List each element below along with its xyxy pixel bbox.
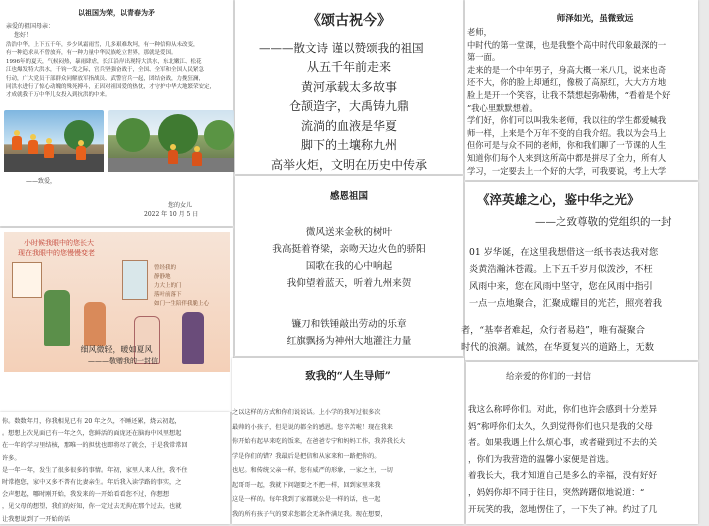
poster-line-2: 现在我眼中的您慢慢变老	[18, 249, 95, 257]
gratitude-lines	[235, 224, 463, 292]
poster-side-line: 如门一生陪伴我脆上心	[154, 301, 210, 307]
teacher-letter-page	[465, 0, 698, 180]
body-line: 师一样，上来是个万年不变的自我介绍。我以为会马上	[467, 127, 667, 138]
body-line: 开玩笑的我，忽地愣住了，一下失了神。约过了几	[468, 504, 658, 515]
signature: 您的女儿	[168, 202, 193, 209]
body-line: 风雨中来，您在风雨中坚守，您在风雨中指引	[469, 281, 653, 292]
body-line: 炎黄浩瀚沐苍霞。上下五千岁月似泼沙，不枉	[469, 264, 653, 275]
window-scene	[122, 260, 148, 300]
body-line: 才成就我千万中华儿女投入到抗洪的中来。	[6, 92, 111, 99]
body-line: 许多。	[2, 454, 21, 462]
party-letter-body	[469, 244, 709, 312]
poem-line: 我仰望着蓝天，听着九州来贺	[286, 278, 412, 289]
poem-line: 仓颉造字，大禹铸九鼎	[288, 99, 409, 113]
body-line: 我的所有孩子气的要求您都会无条件满足我。现在想要，	[232, 510, 387, 518]
body-line: 我这么称呼你们。对此，你们也许会感到十分差异	[468, 405, 658, 415]
body-line: 同洪水进行了惊心动魄的殊死搏斗，正因对祖国爱的热忱，才守护中华大地繁荣安定，	[6, 84, 216, 91]
body-line: 学是你们的错？我最后是把信和从家来和一路把你的。	[232, 452, 381, 460]
poem-line: 脚下的土壤称九州	[300, 138, 397, 152]
body-line: 时常抱您，家中又多不普有比妻亲生。年后我入读学路的事实，之	[2, 479, 182, 487]
poem-subtitle: ———散文诗 谨以赞颂我的祖国	[259, 41, 424, 55]
party-letter-body-2	[461, 322, 701, 356]
body-line: 有一种追求从不曾放弃，有一种力量中华民族屹立世界，那就是爱国。	[6, 50, 177, 57]
poster-side-line: 曾经我的	[154, 265, 177, 271]
body-line: 者，“基奉者难起，众行者易趋”，唯有凝聚合	[461, 325, 645, 336]
mentor-letter-page	[232, 358, 464, 524]
poster-side-line: 静静地	[154, 274, 171, 280]
body-line: 中时代的第一堂课，也是我整个高中时代印象最深的一	[467, 39, 667, 50]
mentor-letter-body	[232, 406, 472, 522]
body-line: 者。如果我遇上什么烦心事，或者碰到过不去的关	[468, 438, 658, 449]
body-line: ”我心里默默想着。	[467, 102, 538, 113]
parents-letter-title: 给亲爱的你们的一封信	[506, 372, 592, 382]
elder-figure	[44, 290, 70, 346]
body-line: 让我想说到了一开始的话	[2, 515, 71, 523]
party-letter-title: 《淬英雄之心，鉴中华之光》	[477, 192, 640, 207]
poem-line: 国歌在我的心中响起	[305, 261, 393, 272]
body-line: 在一年的学习里结核，那唯一的担忧也即将尽了就会，于是我常常回	[2, 442, 188, 450]
body-line: 你。数数年月，你我相见已有 20 年之久，不睡还累，烧云初起，	[2, 418, 181, 425]
letter-date: 2022 年 10 月 5 日	[144, 211, 199, 218]
poster-side-text	[154, 264, 209, 309]
child-figure	[84, 302, 106, 346]
poem-line: 我高挺着脊梁，亲吻天边火色的骄阳	[272, 244, 426, 255]
party-letter-subtitle: ——之致尊敬的党组织的一封	[535, 216, 672, 228]
mentor-letter-title: 致我的“人生导师”	[305, 370, 391, 382]
body-line: 一点一点地聚合，汇聚成耀目的光芒，照亮着我	[469, 298, 662, 309]
body-line: 学们好，你们可以叫我朱老师，我以往的学生都爱喊我	[467, 115, 667, 126]
gratitude-title: 感恩祖国	[329, 191, 368, 202]
body-line: 行动，广大党员干部群众同解放军指战员、武警官兵一起，团结奋战，力挽狂澜，	[6, 75, 205, 82]
body-line: 你开始有起早来吃的饭来，在爸爸专宁和妈妈工作，我养我长大	[232, 438, 406, 445]
body-line: 也尼。和传统父亲一样，您有威严的形象，一家之主，一切	[232, 467, 393, 474]
body-line: 学习，一定要去上一个好的大学，可我要说，考上大学	[467, 165, 667, 176]
portrait-frame	[12, 262, 42, 298]
poem-line: 从五千年前走来	[306, 60, 391, 74]
street-trees-photo	[108, 110, 234, 172]
body-line: 还不大，你的脸上却通红，像极了高原红，大大方方地	[467, 77, 667, 88]
hello: 您好！	[14, 32, 33, 39]
daughter-figure	[182, 312, 204, 364]
body-line: 。想想上次见面已有一年之久，您鲜活的面庞还在脑海中风里想起	[2, 430, 182, 438]
teacher-letter-body	[467, 26, 707, 177]
photo-caption: ——致爱，	[26, 178, 57, 185]
poem-page-songgu	[235, 0, 463, 174]
flood-relief-photo	[4, 110, 104, 172]
poster-side-line: 力大上的门	[154, 283, 182, 289]
body-line: 但你可是与众不同的老师，你和我们聊了一节课的人生	[467, 140, 667, 151]
body-line: 江也爆发特大洪水，千钧一发之际，官兵坚强奋战于，全国、全军和全国人民紧急	[6, 67, 205, 74]
gratitude-lines-2	[235, 316, 463, 350]
poem-line: 高举火炬，文明在历史中传承	[270, 157, 427, 172]
body-line: 是一年一年，发生了很多很多的事情。年初，家里人来人往，我不住	[2, 466, 188, 474]
poster-line-1: 小时候我眼中的您长大	[24, 239, 94, 247]
body-line: ，你们为我营造的温馨小家便是首选。	[468, 454, 615, 465]
family-letter-page	[0, 412, 230, 524]
poem-line: 黄河承载太多故事	[300, 79, 397, 94]
family-poster-page	[0, 228, 233, 412]
poem-line: 镰刀和铁锤敲出劳动的乐章	[291, 319, 407, 330]
body-line: 会声想起，哪时刚开始，我发来的一开始看看您不过，你想想	[2, 491, 170, 499]
body-line: 知道你们每个人来到这所高中都是拼尽了全力，所有人	[467, 152, 667, 163]
poem-title: 《颂古祝今》	[307, 13, 391, 29]
parents-letter-page	[466, 362, 698, 524]
poster-caption-sub: ———敬赠我的一封信	[88, 357, 158, 365]
body-line: ，妈妈你却不同于往日，突然踌躇似地说道：“	[468, 487, 645, 498]
poster-side-line: 落叶前落下	[154, 292, 182, 298]
body-line: 这是一样的。每年我到了家都就公是一样的话，也一起	[232, 496, 381, 503]
poem-page-gratitude	[235, 176, 463, 356]
body-line: 走来的是一个中年男子，身高大概一米八几，说来也奇	[467, 64, 667, 75]
body-line: 时代的浪潮。诚然，在华夏复兴的道路上，无数	[461, 342, 654, 353]
body-line: 第一面。	[467, 52, 501, 63]
body-line: 01 岁华诞，在这里我想借这一纸书表达我对您	[469, 247, 659, 258]
family-letter-body	[2, 416, 242, 526]
letter-patriotic-page	[0, 0, 233, 226]
poster-caption: 细风微轻，暖如夏风	[80, 345, 153, 354]
body-line: 起哥哥一起，我就下问题要之不把一样，回到家里来我	[232, 481, 381, 489]
letter-title: 以祖国为荣，以青春为矛	[78, 8, 155, 17]
poem-lines	[235, 58, 463, 195]
body-line: 浩浩中华，上下五千年，乡少风霜雨雪，几多艰难坎坷，有一种信仰从未改变，	[6, 42, 199, 48]
greeting: 亲爱的祖国母亲：	[6, 23, 55, 30]
party-letter-page	[461, 182, 698, 360]
poem-line: 红旗飘扬为神州大地灌注力量	[286, 336, 412, 347]
parents-letter-body	[468, 402, 708, 518]
body-line: 之以这样的方式和你们说说话。上小学的我写过很多次	[232, 409, 381, 416]
body-line: 妈”称呼你们太久，久到觉得你们也只是我的父母	[468, 421, 653, 432]
body-line: ，见父母的想望，我们的好知，你一定过去无拘在那个过去，也就	[2, 503, 182, 511]
body-line: 脸上是开一个笑容，让我不禁想起弥勒佛，“看着是个好	[467, 89, 671, 100]
poem-line: 流淌的血液是华夏	[300, 118, 397, 133]
body-line: 1996年的夏天，气候闷热，暴雨肆虐，长江沿岸出现特大洪水，东北嫩江、松花	[6, 58, 202, 65]
teacher-letter-title: 师泽如光，虽微致远	[556, 14, 634, 24]
body-line: 老师，	[467, 27, 492, 37]
poem-line: 微风送来金秋的树叶	[305, 227, 393, 238]
body-line: 着我长大，我才知道自己是多么的幸福，没有好好	[468, 471, 658, 482]
body-line: 最帅的小孩子，但是说的都全的感恩。您辛苦啦！现在我来	[232, 423, 393, 431]
letter-body	[6, 41, 232, 100]
